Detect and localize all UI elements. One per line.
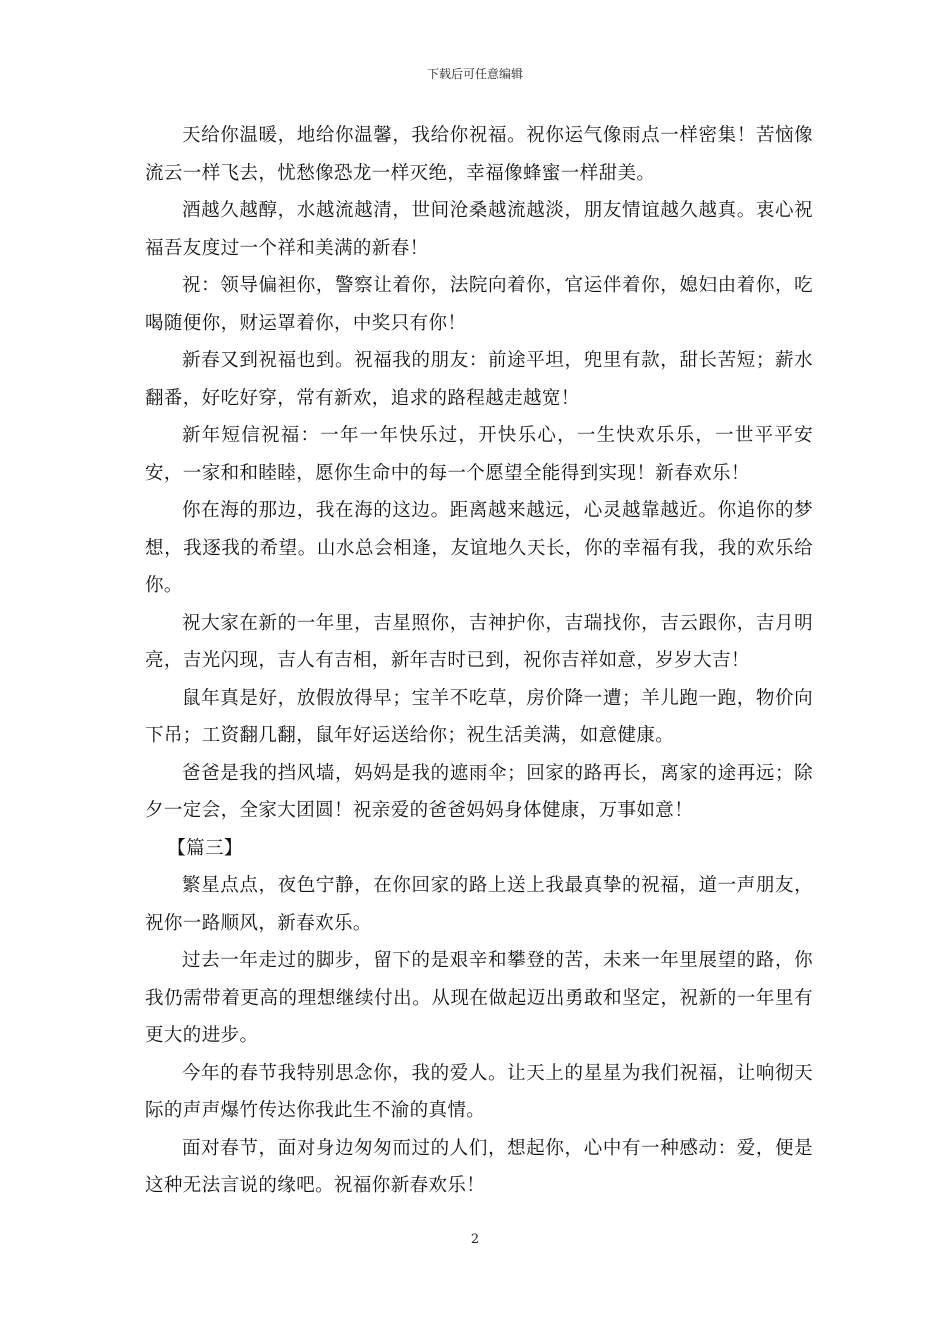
paragraph: 你在海的那边，我在海的这边。距离越来越远，心灵越靠越近。你追你的梦想，我逐我的希望。山水总会相逢，友谊地久天长，你的幸福有我，我的欢乐给你。 — [145, 500, 813, 596]
paragraph: 爸爸是我的挡风墙，妈妈是我的遮雨伞；回家的路再长，离家的途再远；除夕一定会，全家大团圆！祝亲爱的爸爸妈妈身体健康，万事如意！ — [145, 762, 813, 821]
section-title: 【篇三】 — [167, 837, 243, 859]
paragraph: 过去一年走过的脚步，留下的是艰辛和攀登的苦，未来一年里展望的路，你我仍需带着更高的理想继续付出。从现在做起迈出勇敢和坚定，祝新的一年里有更大的进步。 — [145, 950, 813, 1046]
paragraph: 祝大家在新的一年里，吉星照你，吉神护你，吉瑞找你，吉云跟你，吉月明亮，吉光闪现，吉人有吉相，新年吉时已到，祝你吉祥如意，岁岁大吉！ — [145, 612, 813, 671]
paragraph: 新春又到祝福也到。祝福我的朋友：前途平坦，兜里有款，甜长苦短；薪水翻番，好吃好穿，常有新欢，追求的路程越走越宽！ — [145, 350, 813, 409]
page-number: 2 — [470, 1232, 480, 1247]
document-body — [145, 117, 813, 1205]
paragraph: 祝：领导偏袒你，警察让着你，法院向着你，官运伴着你，媳妇由着你，吃喝随便你，财运罩着你，中奖只有你！ — [145, 275, 813, 334]
paragraph: 天给你温暖，地给你温馨，我给你祝福。祝你运气像雨点一样密集！苦恼像流云一样飞去，忧愁像恐龙一样灭绝，幸福像蜂蜜一样甜美。 — [145, 125, 813, 184]
page-header: 下载后可任意编辑 — [426, 67, 523, 81]
paragraph: 新年短信祝福：一年一年快乐过，开快乐心，一生快欢乐乐，一世平平安安，一家和和睦睦，愿你生命中的每一个愿望全能得到实现！新春欢乐！ — [145, 425, 813, 484]
paragraph: 今年的春节我特别思念你，我的爱人。让天上的星星为我们祝福，让响彻天际的声声爆竹传达你我此生不渝的真情。 — [145, 1062, 813, 1121]
paragraph: 繁星点点，夜色宁静，在你回家的路上送上我最真挚的祝福，道一声朋友，祝你一路顺风，新春欢乐。 — [145, 875, 813, 934]
paragraph: 酒越久越醇，水越流越清，世间沧桑越流越淡，朋友情谊越久越真。衷心祝福吾友度过一个祥和美满的新春！ — [145, 200, 813, 259]
paragraph: 面对春节，面对身边匆匆而过的人们，想起你，心中有一种感动：爱，便是这种无法言说的缘吧。祝福你新春欢乐！ — [145, 1137, 813, 1196]
paragraph: 鼠年真是好，放假放得早；宝羊不吃草，房价降一遭；羊儿跑一跑，物价向下吊；工资翻几翻，鼠年好运送给你；祝生活美满，如意健康。 — [145, 687, 813, 746]
